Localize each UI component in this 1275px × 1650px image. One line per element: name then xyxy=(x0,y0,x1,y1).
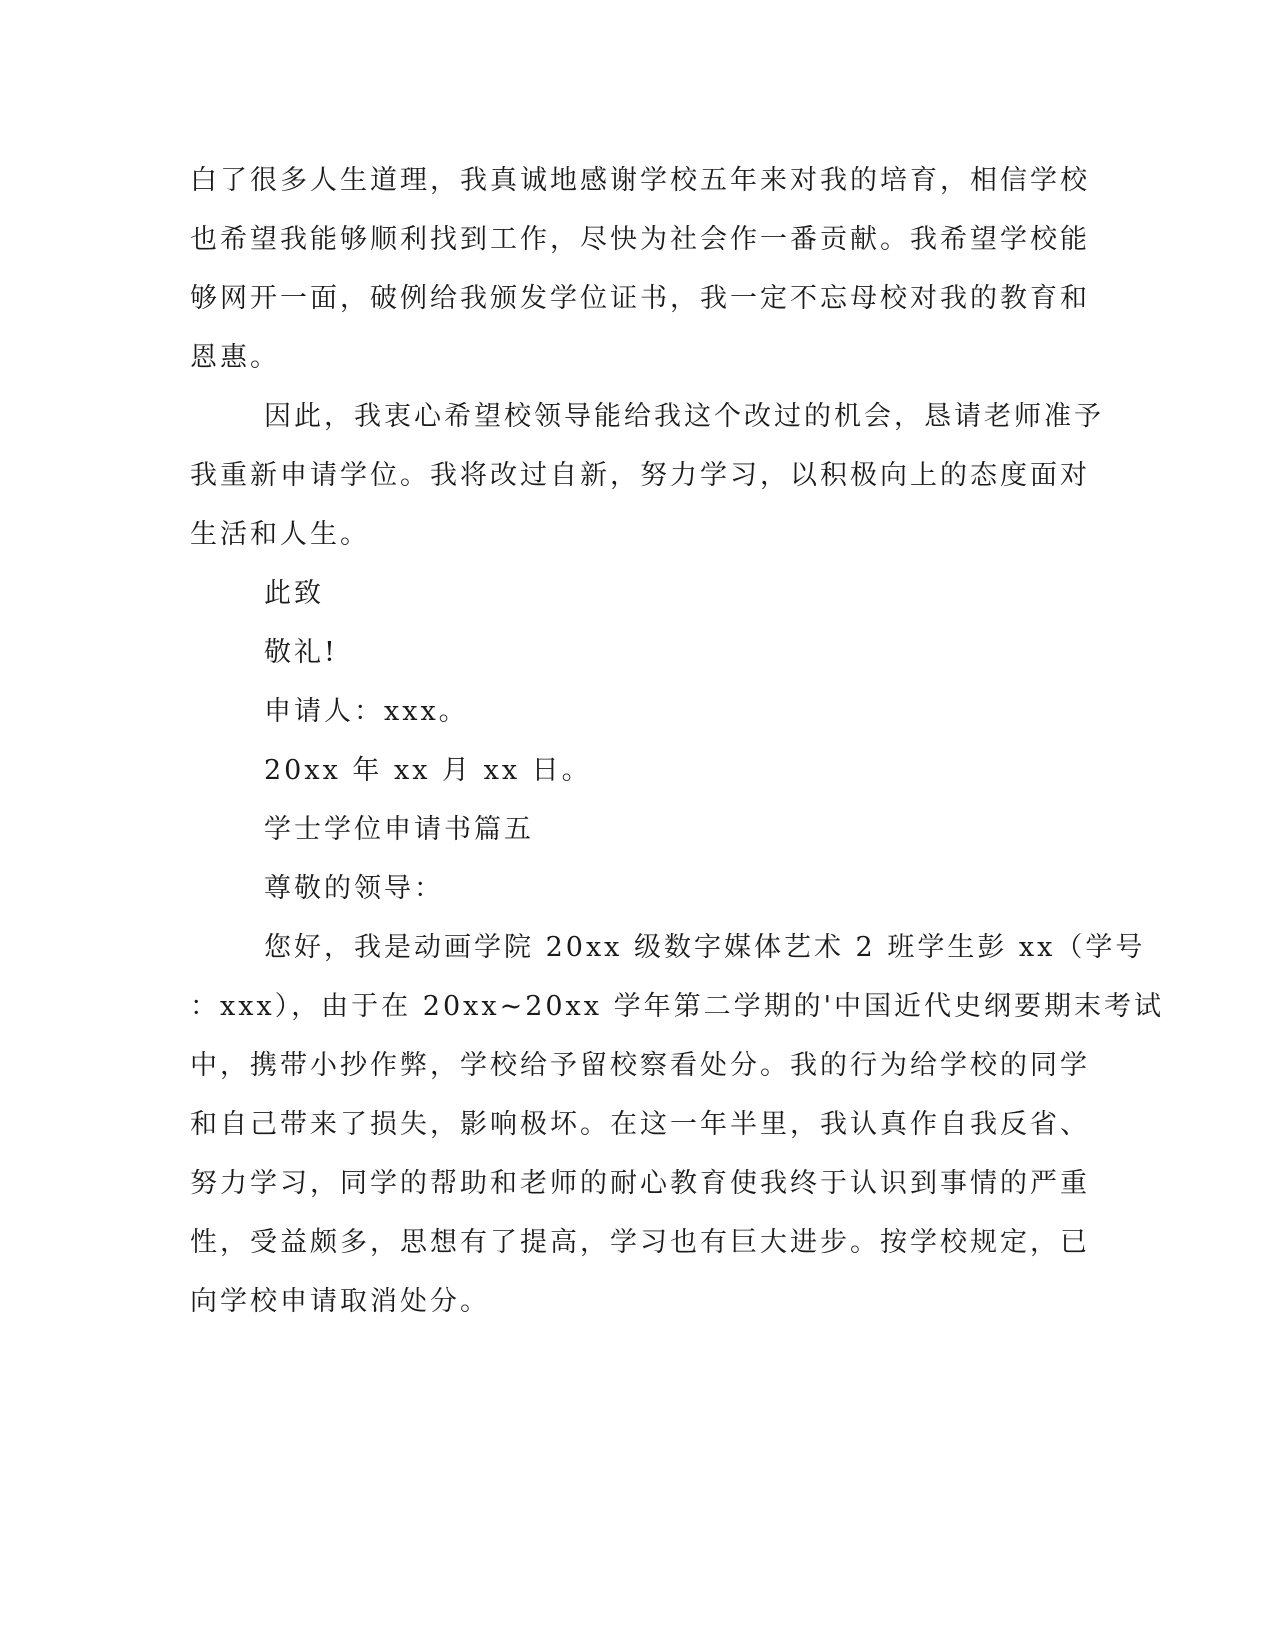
paragraph-line: 够网开一面，破例给我颁发学位证书，我一定不忘母校对我的教育和 xyxy=(190,283,1090,314)
paragraph-line: 生活和人生。 xyxy=(190,519,370,550)
paragraph-line: 性，受益颇多，思想有了提高，学习也有巨大进步。按学校规定，已 xyxy=(190,1227,1090,1258)
paragraph-line: 也希望我能够顺利找到工作，尽快为社会作一番贡献。我希望学校能 xyxy=(190,224,1090,255)
paragraph-line: 白了很多人生道理，我真诚地感谢学校五年来对我的培育，相信学校 xyxy=(190,165,1090,196)
closing-regards: 敬礼! xyxy=(264,637,338,668)
paragraph-line: ：xxx），由于在 20xx~20xx 学年第二学期的'中国近代史纲要期末考试 xyxy=(190,991,1165,1022)
applicant-line: 申请人：xxx。 xyxy=(264,696,469,727)
paragraph-line: 恩惠。 xyxy=(190,342,280,373)
paragraph-line: 我重新申请学位。我将改过自新，努力学习，以积极向上的态度面对 xyxy=(190,460,1090,491)
paragraph-line: 向学校申请取消处分。 xyxy=(190,1286,490,1317)
paragraph-line: 中，携带小抄作弊，学校给予留校察看处分。我的行为给学校的同学 xyxy=(190,1050,1090,1081)
paragraph-line: 因此，我衷心希望校领导能给我这个改过的机会，恳请老师准予 xyxy=(264,401,1104,432)
paragraph-line: 和自己带来了损失，影响极坏。在这一年半里，我认真作自我反省、 xyxy=(190,1109,1090,1140)
closing-salutation: 此致 xyxy=(264,578,324,609)
date-line: 20xx 年 xx 月 xx 日。 xyxy=(264,755,592,786)
paragraph-line: 您好，我是动画学院 20xx 级数字媒体艺术 2 班学生彭 xx（学号 xyxy=(264,932,1146,963)
paragraph-line: 努力学习，同学的帮助和老师的耐心教育使我终于认识到事情的严重 xyxy=(190,1168,1090,1199)
section-title: 学士学位申请书篇五 xyxy=(264,814,534,845)
greeting-line: 尊敬的领导： xyxy=(264,873,444,904)
